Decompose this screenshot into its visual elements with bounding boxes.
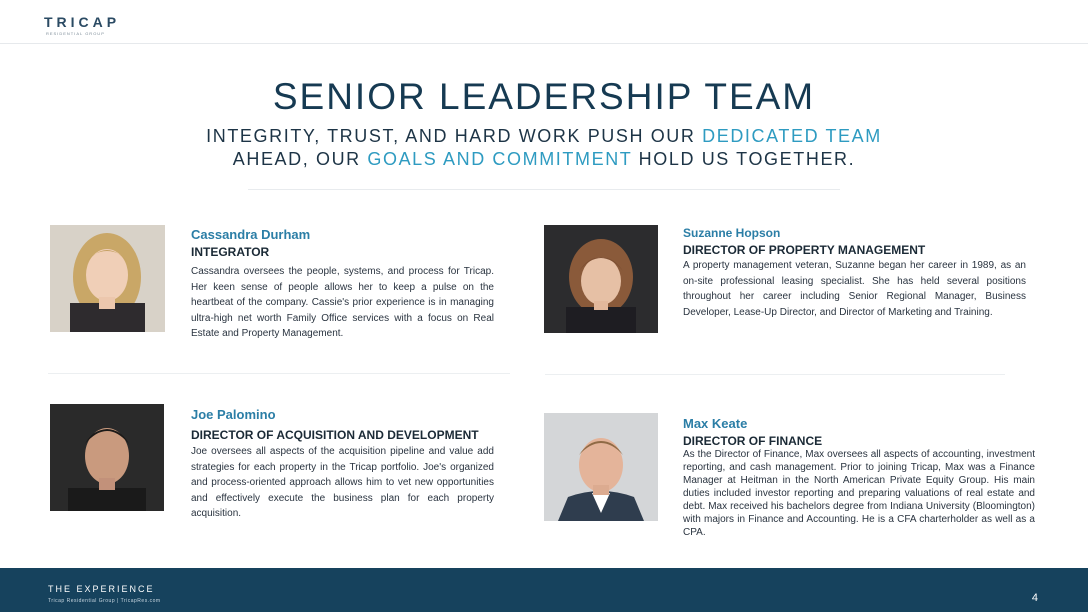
- member-name: Max Keate: [683, 416, 748, 431]
- footer-bar: [0, 568, 1088, 612]
- page-title: SENIOR LEADERSHIP TEAM: [272, 76, 816, 117]
- member-role: INTEGRATOR: [191, 245, 270, 259]
- member-divider: [545, 374, 1005, 375]
- subtitle-highlight: GOALS AND COMMITMENT: [367, 149, 633, 169]
- member-divider: [48, 373, 510, 374]
- footer-company-line: Tricap Residential Group | TricapRes.com: [48, 598, 161, 604]
- portrait-suzanne-hopson: [544, 225, 658, 333]
- member-bio: A property management veteran, Suzanne began her career in 1989, as an on-site professional leasing specialist. She has held several positions throughout her career including Senior Regional Manager, Business Developer, Lease-Up Director, and Director of Marketing and Training.: [683, 260, 1026, 318]
- subtitle-text: HOLD US TOGETHER.: [632, 149, 856, 169]
- logo-tagline: RESIDENTIAL GROUP: [46, 31, 105, 36]
- subtitle-text: AHEAD, OUR: [232, 149, 368, 169]
- member-name: Joe Palomino: [191, 407, 276, 422]
- portrait-joe-palomino: [50, 404, 164, 511]
- header-divider: [0, 43, 1088, 44]
- logo-wordmark: TRICAP: [44, 14, 121, 30]
- member-name: Cassandra Durham: [191, 227, 311, 242]
- member-role: DIRECTOR OF ACQUISITION AND DEVELOPMENT: [191, 428, 479, 442]
- portrait-max-keate: [544, 413, 658, 521]
- footer-label: THE EXPERIENCE: [48, 584, 155, 594]
- member-name: Suzanne Hopson: [683, 226, 781, 240]
- portrait-cassandra-durham: [50, 225, 165, 332]
- member-bio: Joe oversees all aspects of the acquisition pipeline and value add strategies for each property in the Tricap portfolio. Joe's organized and process-oriented approach allows him to vet new opportunities and effectively execute the business plan for each property acquisition.: [191, 446, 494, 519]
- page-number: 4: [1031, 592, 1038, 604]
- tricap-logo: [44, 14, 120, 36]
- member-bio: Cassandra oversees the people, systems, and process for Tricap. Her keen sense of people allows her to keep a pulse on the heartbeat of the company. Cassie's prior experience is in managing ultra-high net worth Family Office services with a focus on Real Estate and Property Management.: [191, 266, 494, 339]
- member-role: DIRECTOR OF FINANCE: [683, 434, 823, 448]
- member-bio: As the Director of Finance, Max oversees all aspects of accounting, investment reporting, and cash management. Prior to joining Tricap, Max was a Finance Manager at Heitman in the North American Private Equity Group. His main duties included investor reporting and preparing valuations of real estate and debt. Max received his bachelors degree from Indiana University (Bloomington) with majors in Finance and Accounting. He is a CFA charterholder as well as a CPA.: [683, 449, 1035, 538]
- page-subtitle: [200, 125, 888, 171]
- subtitle-highlight: DEDICATED TEAM: [702, 126, 882, 146]
- subtitle-text: INTEGRITY, TRUST, AND HARD WORK PUSH OUR: [206, 126, 703, 146]
- subtitle-divider: [248, 189, 840, 190]
- member-role: DIRECTOR OF PROPERTY MANAGEMENT: [683, 243, 926, 257]
